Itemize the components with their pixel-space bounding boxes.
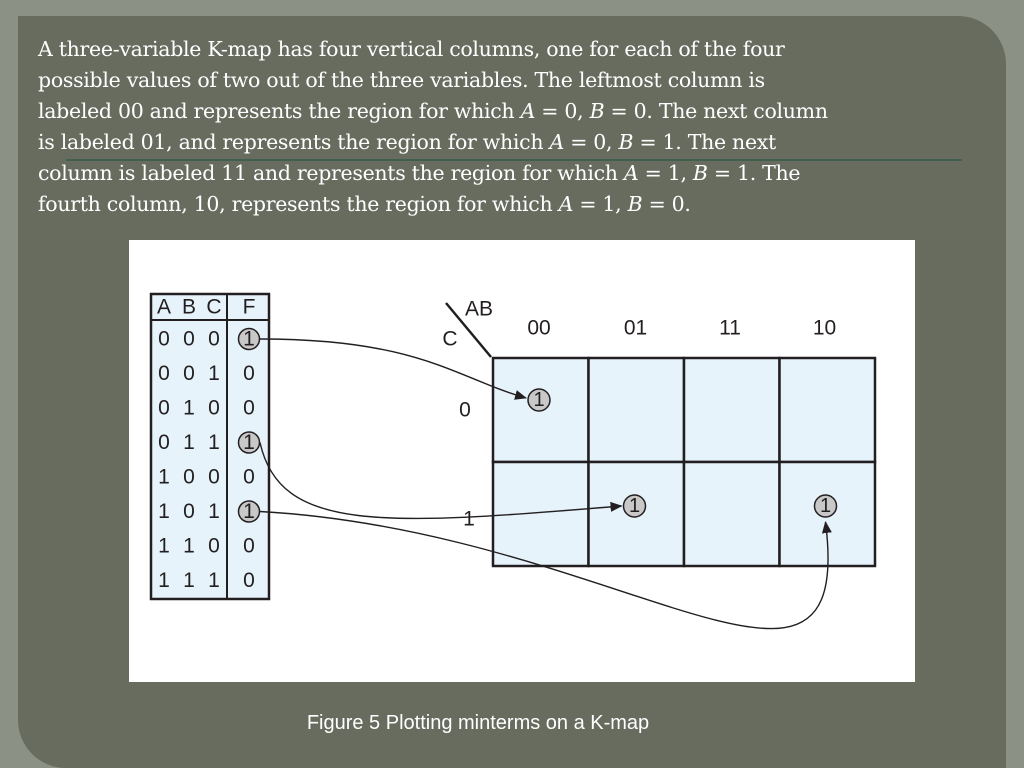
description-fragment: = 0, (535, 99, 590, 123)
truth-table-cell: 0 (158, 327, 170, 351)
title-divider (66, 159, 962, 161)
description-fragment: labeled 00 and represents the region for which (38, 99, 521, 123)
kmap-minterm-value: 1 (819, 495, 832, 517)
description-fragment: = 1, (638, 161, 693, 185)
truth-table-cell: 1 (158, 500, 170, 523)
truth-table-output: 0 (243, 534, 255, 558)
truth-table-cell: 1 (158, 569, 170, 592)
truth-table-cell: 0 (208, 327, 220, 351)
truth-table-output: 0 (243, 465, 255, 489)
description-line (38, 37, 785, 61)
truth-table-cell: 1 (183, 569, 195, 592)
variable-symbol: A (558, 192, 574, 216)
truth-table-cell: 1 (208, 431, 220, 454)
kmap-cell (684, 462, 780, 566)
truth-table (151, 294, 269, 599)
kmap-minterm-value: 1 (533, 389, 545, 411)
description-text (38, 34, 978, 220)
truth-table-cell: 1 (158, 465, 170, 489)
description-fragment: column is labeled 11 and represents the region for which (38, 161, 624, 185)
description-line (38, 192, 691, 216)
truth-table-cell: 0 (158, 362, 170, 385)
truth-table-header: B (181, 295, 197, 319)
truth-table-header: A (156, 295, 172, 319)
truth-table-output: 1 (243, 327, 255, 351)
variable-symbol: A (520, 99, 536, 123)
variable-symbol: B (618, 130, 634, 154)
kmap-column-label: 11 (719, 316, 741, 340)
kmap-corner-label-c: C (442, 327, 458, 351)
truth-table-cell: 0 (183, 362, 195, 385)
truth-table-cell: 1 (183, 431, 195, 454)
truth-table-cell: 1 (208, 500, 220, 523)
kmap-figure (129, 240, 915, 682)
description-line (38, 99, 828, 123)
truth-table-cell: 0 (208, 465, 220, 489)
variable-symbol: B (692, 161, 708, 185)
truth-table-output: 0 (243, 362, 255, 385)
description-fragment: A three-variable K-map has four vertical columns, one for each of the four (38, 37, 785, 61)
truth-table-cell: 0 (208, 396, 220, 420)
variable-symbol: A (549, 130, 564, 154)
variable-symbol: A (623, 161, 639, 185)
description-fragment: fourth column, 10, represents the region for which (38, 192, 559, 216)
minterm-arrow (260, 339, 526, 398)
truth-table-cell: 1 (208, 569, 220, 592)
truth-table-cell: 0 (183, 500, 195, 523)
description-line (38, 161, 800, 185)
kmap-column-label: 00 (527, 316, 551, 340)
description-line (38, 68, 765, 92)
kmap-minterm-value: 1 (628, 495, 641, 517)
kmap-cell (493, 462, 589, 566)
truth-table-output: 0 (243, 569, 255, 592)
kmap-grid (442, 298, 875, 567)
figure-caption (0, 712, 1024, 735)
truth-table-cell: 0 (183, 465, 195, 489)
description-fragment: = 1. The (707, 161, 801, 185)
description-fragment: = 1, (573, 192, 628, 216)
truth-table-cell: 0 (158, 396, 170, 420)
description-line (38, 130, 776, 154)
truth-table-output: 1 (243, 431, 255, 454)
kmap-column-label: 10 (812, 316, 837, 340)
variable-symbol: B (627, 192, 643, 216)
truth-table-cell: 0 (183, 327, 195, 351)
truth-table-cell: 1 (208, 362, 220, 385)
truth-table-header: F (242, 295, 256, 319)
truth-table-cell: 1 (183, 396, 195, 420)
truth-table-cell: 0 (208, 534, 220, 558)
kmap-row-label: 0 (459, 398, 471, 422)
description-fragment: = 0. (642, 192, 691, 216)
truth-table-output: 0 (243, 396, 255, 420)
kmap-column-label: 01 (623, 316, 648, 340)
kmap-cell (589, 358, 685, 462)
kmap-cell (684, 358, 780, 462)
truth-table-cell: 1 (183, 534, 195, 558)
truth-table-cell: 0 (158, 431, 170, 454)
description-fragment: = 1. The next (633, 130, 776, 154)
variable-symbol: B (589, 99, 605, 123)
truth-table-output: 1 (243, 500, 255, 523)
kmap-row-label: 1 (463, 507, 475, 531)
description-fragment: = 0. The next column (604, 99, 828, 123)
caption-text: Figure 5 Plotting minterms on a K-map (306, 712, 650, 734)
truth-table-cell: 1 (158, 534, 170, 558)
kmap-cell (780, 358, 876, 462)
truth-table-header: C (206, 295, 222, 319)
description-fragment: possible values of two out of the three variables. The leftmost column is (38, 68, 765, 92)
description-fragment: = 0, (563, 130, 619, 154)
kmap-corner-label-ab: AB (464, 297, 494, 321)
figure-panel (129, 240, 915, 682)
description-fragment: is labeled 01, and represents the region for which (38, 130, 550, 154)
